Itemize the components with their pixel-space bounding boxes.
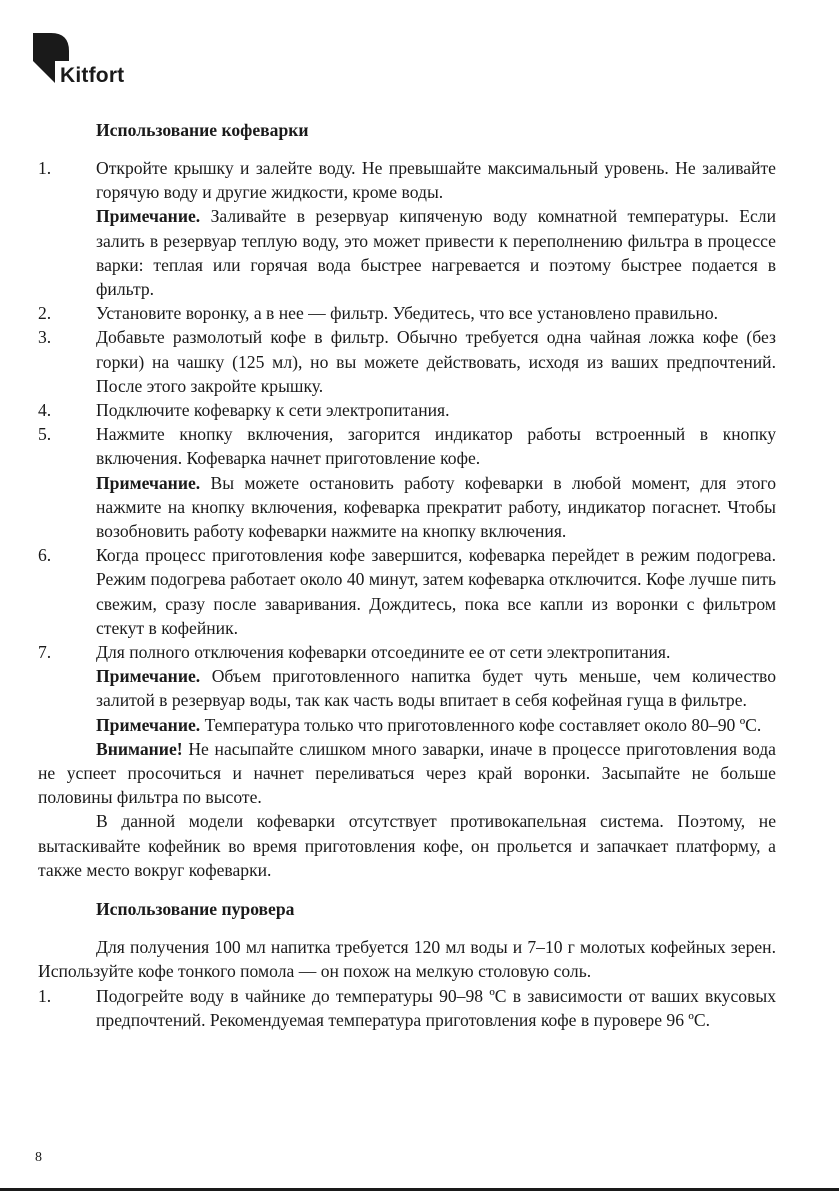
step-number: 1. <box>38 158 52 178</box>
step-text: Добавьте размолотый кофе в фильтр. Обычно требуется одна чайная ложка кофе (без горки) на чашку (125 мл), но вы можете действовать, исходя из ваших предпочтений. После этого закройте крышку. <box>96 327 776 396</box>
step-text: Откройте крышку и залейте воду. Не превышайте максимальный уровень. Не заливайте горячую воду и другие жидкости, кроме воды. <box>96 158 776 203</box>
list-item <box>38 325 776 398</box>
step-text: Установите воронку, а в нее — фильтр. Убедитесь, что все установлено правильно. <box>96 303 719 324</box>
section-title-coffee-maker: Использование кофеварки <box>96 120 309 140</box>
step-number: 1. <box>38 985 52 1006</box>
note-label: Примечание. <box>96 472 201 493</box>
step-note <box>96 713 776 737</box>
step-note <box>96 204 776 301</box>
step-text: Подогрейте воду в чайнике до температуры 90–98 ºC в зависимости от ваших вкусовых предпочтений. Рекомендуемая температура приготовления кофе в пуровере 96 ºC. <box>96 985 776 1030</box>
list-item <box>38 984 776 1032</box>
note-text: Заливайте в резервуар кипяченую воду комнатной температуры. Если залить в резервуар теплую воду, это может привести к переполнению фильтра в процессе варки: теплая или горячая вода быстрее нагревается и поэтому быстрее подается в фильтр. <box>96 206 776 300</box>
step-note <box>96 664 776 712</box>
step-number: 2. <box>38 303 52 324</box>
page-number: 8 <box>35 1150 42 1165</box>
brand-name: Kitfort <box>60 64 125 87</box>
note-label: Примечание. <box>96 666 201 687</box>
coffee-steps-list <box>38 156 776 737</box>
note-label: Примечание. <box>96 714 201 735</box>
note-text: Вы можете остановить работу кофеварки в любой момент, для этого нажмите на кнопку включения, кофеварка прекратит работу, индикатор погаснет. Чтобы возобновить работу кофеварки нажмите на кнопку включения. <box>96 472 776 542</box>
note-label: Примечание. <box>96 206 201 227</box>
warning-text: Не насыпайте слишком много заварки, иначе в процессе приготовления вода не успеет просочиться и начнет переливаться через край воронки. Засыпайте не больше половины фильтра по высоте. <box>38 738 776 808</box>
note-text: Объем приготовленного напитка будет чуть меньше, чем количество залитой в резервуар воды, так как часть воды впитает в себя кофейная гуща в фильтре. <box>96 666 776 711</box>
section-title-pourover: Использование пуровера <box>96 899 295 920</box>
step-number: 6. <box>38 545 52 566</box>
step-number: 7. <box>38 642 52 663</box>
step-text: Когда процесс приготовления кофе завершится, кофеварка перейдет в режим подогрева. Режим подогрева работает около 40 минут, затем кофеварка отключится. Кофе лучше пить свежим, сразу после заваривания. Дождитесь, пока все капли из воронки с фильтром стекут в кофейник. <box>96 545 776 638</box>
list-item <box>38 422 776 543</box>
step-text: Нажмите кнопку включения, загорится индикатор работы встроенный в кнопку включения. Кофеварка начнет приготовление кофе. <box>96 424 776 469</box>
list-item <box>38 398 776 422</box>
warning-label: Внимание! <box>96 738 183 759</box>
pourover-intro: Для получения 100 мл напитка требуется 120 мл воды и 7–10 г молотых кофейных зерен. Используйте кофе тонкого помола — он похож на мелкую столовую соль. <box>38 937 776 982</box>
step-number: 5. <box>38 424 52 445</box>
list-item <box>38 543 776 640</box>
warning-paragraph <box>38 737 776 810</box>
step-text: Подключите кофеварку к сети электропитания. <box>96 400 450 421</box>
step-note <box>96 471 776 544</box>
page-content <box>38 118 776 1032</box>
list-item <box>38 301 776 325</box>
list-item <box>38 156 776 301</box>
step-text: Для полного отключения кофеварки отсоедините ее от сети электропитания. <box>96 642 671 663</box>
kitfort-logo <box>33 33 163 93</box>
list-item <box>38 640 776 737</box>
step-number: 3. <box>38 327 52 348</box>
note-text: Температура только что приготовленного кофе составляет около 80–90 ºC. <box>200 714 762 735</box>
closing-paragraph: В данной модели кофеварки отсутствует противокапельная система. Поэтому, не вытаскивайте кофейник во время приготовления кофе, он прольется и запачкает платформу, а также место вокруг кофеварки. <box>38 811 776 880</box>
step-number: 4. <box>38 400 52 421</box>
